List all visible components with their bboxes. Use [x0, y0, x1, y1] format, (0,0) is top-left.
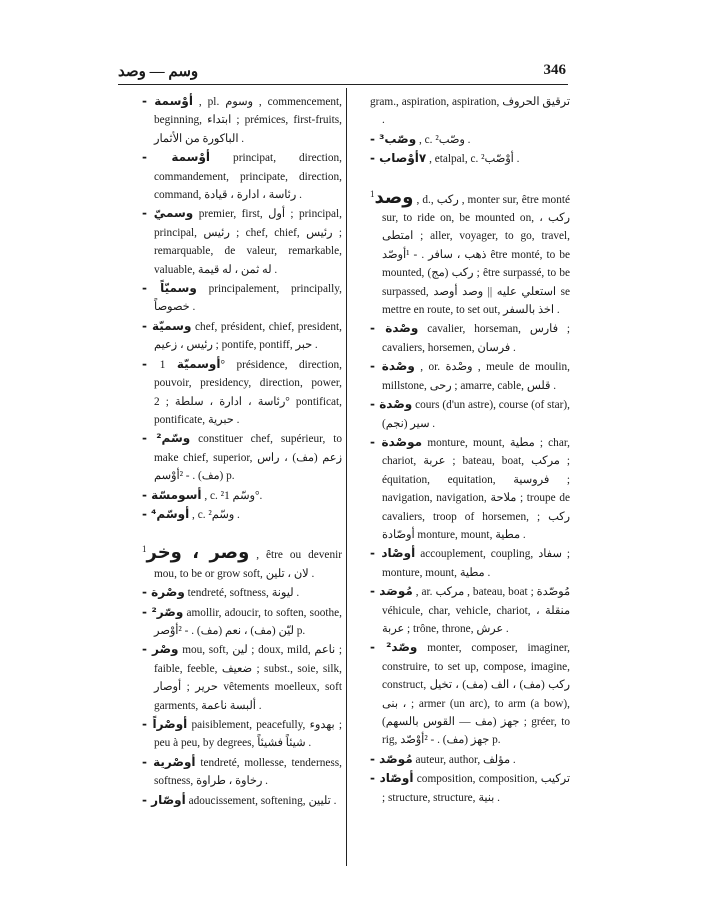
- entry-text: monter, composer, imaginer, construire, to set up, compose, imagine, construct, ركب (مف) ، الف (مف) ، تخيل ، بنى ; armer (un arc), to arm (a bow), جهز (مف — القوس بالسهم) ; gréer, to rig, جهز (مف) . - ²أوْصّد p.: [382, 642, 570, 747]
- entry-headword: - ²وسّم: [142, 431, 191, 446]
- entry-text: paisiblement, peacefully, بهدوء ; peu à peu, by degrees, شيئاً فشيئاً .: [154, 719, 342, 750]
- dictionary-entry: [142, 355, 342, 430]
- entry-headword: - ٧أوْصاب: [370, 151, 427, 166]
- root-entry: [142, 544, 342, 583]
- entry-text: , or. وصْدة , meule de moulin, millstone, رحى ; amarre, cable, قلس .: [382, 361, 570, 392]
- entry-text: cours (d'un astre), course (of star), سير (نجم) .: [382, 399, 570, 430]
- dictionary-entry: [370, 319, 570, 357]
- entry-text: , etalpal, c. ²أوْصّب .: [429, 153, 520, 166]
- entry-headword: - أوصّار: [142, 792, 186, 807]
- entry-headword: - مُوصّد: [370, 751, 413, 766]
- entry-text: cavalier, horseman, فارس ; cavaliers, horsemen, فرسان .: [382, 323, 571, 354]
- entry-text: auteur, author, مؤلف .: [415, 753, 516, 766]
- dictionary-entry: [370, 750, 570, 769]
- root-headword: وصد: [374, 186, 414, 208]
- entry-headword: - أوْسمة: [142, 94, 193, 108]
- entry-headword: - وصْدة: [370, 397, 413, 412]
- page-header: [118, 60, 566, 84]
- entry-headword: - ³وصّب: [370, 131, 417, 146]
- entry-text: , pl. وسوم , commencement, beginning, ابتداء ; prémices, first-fruits, الباكورة من الأثمار .: [154, 96, 342, 145]
- header-arabic-title: وسم — وصد: [118, 64, 199, 80]
- dictionary-entry: [142, 204, 342, 279]
- dictionary-entry: [370, 638, 570, 749]
- dictionary-entry: [370, 582, 570, 638]
- dictionary-entry: [142, 92, 342, 148]
- column-divider: [346, 88, 347, 866]
- root-marker: 1: [370, 188, 375, 199]
- right-column: [370, 92, 570, 807]
- dictionary-entry: [370, 769, 570, 807]
- dictionary-entry: [370, 357, 570, 395]
- dictionary-entry: [370, 395, 570, 433]
- entry-text: chef, président, chief, president, رئيس ، زعيم ; pontife, pontiff, حبر .: [154, 320, 342, 352]
- entry-text: principalement, principally, خصوصاً .: [154, 283, 342, 314]
- entry-headword: - أوْسمة: [142, 150, 211, 165]
- entry-headword: - أوسميّة: [142, 356, 221, 371]
- entry-headword: - وصْدة: [370, 359, 415, 374]
- entry-text: principat, direction, commandement, principate, direction, command, رئاسة ، ادارة ، قيادة .: [154, 152, 342, 202]
- dictionary-entry: [142, 317, 342, 355]
- dictionary-entry: [370, 149, 570, 168]
- entry-text: gram., aspiration, aspiration, ترقيق الحروف .: [370, 96, 570, 127]
- entry-text: , d., ركب , monter sur, être monté sur, to ride on, be mounted on, ركب ، امتطى ; aller, voyager, to go, travel, ذهب ، سافر . - ¹أوصّد être monté, to be mounted, ركب (مج) ; être surpassé, to be surpassed, استعلي عليه || وصد أوصد se mettre en route, to set out, اخذ بالسفر .: [382, 193, 570, 317]
- dictionary-entry: [142, 429, 342, 485]
- entry-headword: - ²وصّر: [142, 604, 184, 619]
- entry-headword: - وصْر: [142, 642, 179, 657]
- dictionary-entry: [142, 505, 342, 524]
- entry-headword: - وصْدة: [370, 321, 419, 336]
- entry-text: , être ou devenir mou, to be or grow soft, لان ، تلين .: [154, 549, 342, 580]
- dictionary-entry: [142, 791, 342, 810]
- entry-headword: - ²وصّد: [370, 640, 418, 655]
- entry-headword: - أسومسّة: [142, 487, 202, 502]
- dictionary-entry: [370, 544, 570, 582]
- entry-headword: - وصْرة: [142, 585, 185, 600]
- entry-headword: - أوصْاد: [370, 546, 416, 561]
- dictionary-entry: [370, 433, 570, 544]
- entry-text: , c. ²وسّم .: [192, 508, 240, 521]
- entry-text: mou, soft, لين ; doux, mild, ناعم ; faible, feeble, ضعيف ; subst., soie, silk, حرير ; أوصار vêtements moelleux, soft garments, ألبسة ناعمة .: [154, 644, 343, 712]
- entry-text: , ar. مركب , bateau, boat ; مُوصّدة véhicule, char, vehicle, chariot, منقلة ، عربة ; trône, throne, عرش .: [382, 586, 571, 635]
- entry-headword: - ⁴أوسّم: [142, 506, 190, 521]
- entry-text: monture, mount, مطية ; char, chariot, عربة ; bateau, boat, مركب ; équitation, equitation, فروسية ; navigation, navigation, ملاحة ; troupe de cavaliers, troop of horsemen, ركب ; أوصّادة monture, mount, مطية .: [382, 436, 571, 541]
- entry-text: tendreté, softness, ليونة .: [187, 587, 300, 600]
- entry-headword: - موصْدة: [370, 434, 423, 449]
- dictionary-entry: [142, 486, 342, 505]
- entry-text: 1° présidence, direction, pouvoir, presidency, direction, power, رئاسة ، ادارة ، سلطة ; 2° pontificat, pontificate, حبرية .: [154, 358, 342, 426]
- page-number: 346: [543, 62, 566, 78]
- entry-text: amollir, adoucir, to soften, soothe, ليّن (مف) ، نعم (مف) . - ²أوْصر p.: [154, 606, 342, 637]
- entry-headword: - وسميّة: [142, 318, 192, 333]
- entry-text: constituer chef, supérieur, to make chief, superior, زعم (مف) ، راس (مف) . - ²أوْسم p.: [154, 433, 343, 483]
- dictionary-entry: [142, 148, 342, 204]
- header-rule: [118, 84, 568, 85]
- entry-headword: - مُوصَد: [370, 584, 413, 599]
- dictionary-entry: [370, 130, 570, 149]
- root-headword: وصر ، وخر: [146, 542, 250, 564]
- entry-text: tendreté, mollesse, tenderness, softness, رخاوة ، طراوة .: [154, 756, 342, 788]
- entry-text: composition, composition, تركيب ; structure, structure, بنية .: [382, 773, 570, 804]
- left-column: [142, 92, 342, 810]
- root-entry: [370, 186, 570, 320]
- dictionary-entry: [142, 753, 342, 791]
- entry-text: , c. ²وسّم 1°.: [204, 489, 263, 502]
- entry-headword: - أوصّاد: [370, 771, 414, 786]
- entry-text: adoucissement, softening, تليين .: [188, 794, 337, 807]
- entry-headword: - أوصْراً: [142, 717, 188, 731]
- entry-headword: - أوصْرية: [142, 754, 196, 769]
- dictionary-entry: [142, 715, 342, 753]
- dictionary-entry: [142, 279, 342, 317]
- entry-text: , c. ²وصّب .: [419, 133, 471, 146]
- dictionary-entry: [142, 583, 342, 602]
- entry-headword: - وسميّاً: [142, 281, 197, 296]
- dictionary-entry: [142, 603, 342, 641]
- root-marker: 1: [142, 544, 147, 555]
- dictionary-entry: [370, 92, 570, 130]
- entry-text: premier, first, أول ; principal, principal, رئيس ; chef, chief, رئيس ; remarquable, de valeur, remarkable, valuable, له ثمن ، له قيمة .: [154, 208, 342, 276]
- entry-headword: - وسميّ: [142, 206, 194, 221]
- entry-text: accouplement, coupling, سفاد ; monture, mount, مطية .: [382, 548, 571, 579]
- dictionary-entry: [142, 640, 342, 715]
